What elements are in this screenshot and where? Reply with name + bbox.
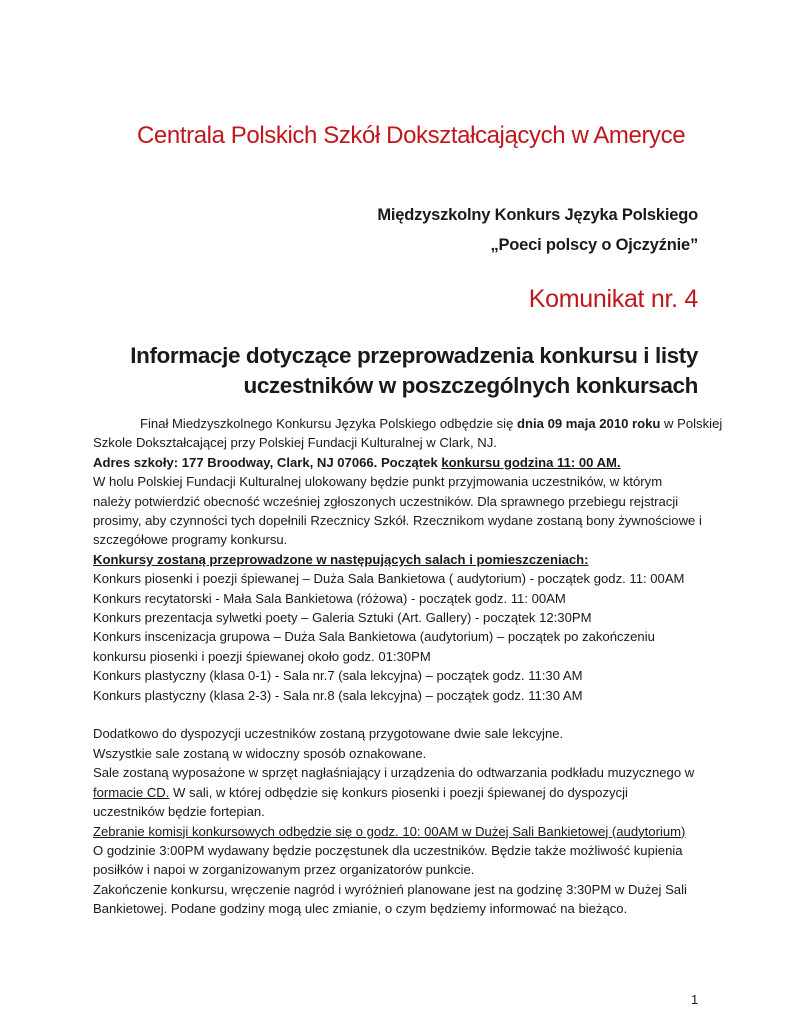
start-time: konkursu godzina 11: 00 AM. xyxy=(441,454,621,470)
text-span: Finał Miedzyszkolnego Konkursu Języka Polskiego odbędzie się xyxy=(140,416,518,431)
paragraph-line: należy potwierdzić obecność wcześniej zgłoszonych uczestników. Dla sprawnego przebiegu rejstracji xyxy=(93,493,679,509)
paragraph-line: Zakończenie konkursu, wręczenie nagród i wyróżnień planowane jest na godzinę 3:30PM w Dużej Sali xyxy=(93,881,687,897)
cd-format: formacie CD. xyxy=(93,784,170,800)
school-address xyxy=(93,453,713,472)
paragraph-line: Sale zostaną wyposażone w sprzęt nagłaśniający i urządzenia do odtwarzania podkładu muzycznego w xyxy=(93,765,695,781)
document-body xyxy=(93,414,723,919)
paragraph-line: Bankietowej. Podane godziny mogą ulec zmianie, o czym będziemy informować na bieżąco. xyxy=(93,901,628,917)
paragraph-line: uczestników będzie fortepian. xyxy=(93,804,265,820)
room-item: Konkurs prezentacja sylwetki poety – Galeria Sztuki (Art. Gallery) - początek 12:30PM xyxy=(93,610,592,626)
paragraph-line: posiłków i napoi w zorganizowanym przez organizatorów punkcie. xyxy=(93,862,475,878)
room-item: Konkurs recytatorski - Mała Sala Bankietowa (różowa) - początek godz. 11: 00AM xyxy=(93,590,566,606)
paragraph-line: O godzinie 3:00PM wydawany będzie poczęstunek dla uczestników. Będzie także możliwość kupienia xyxy=(93,842,683,858)
rooms-heading: Konkursy zostaną przeprowadzone w następujących salach i pomieszczeniach: xyxy=(93,551,589,567)
room-item: Konkurs plastyczny (klasa 2-3) - Sala nr.8 (sala lekcyjna) – początek godz. 11:30 AM xyxy=(93,687,583,703)
contest-theme: „Poeci polscy o Ojczyźnie” xyxy=(490,236,698,254)
room-item: Konkurs inscenizacja grupowa – Duża Sala Bankietowa (audytorium) – początek po zakończeniu xyxy=(93,629,655,645)
page-number: 1 xyxy=(691,992,699,1007)
event-date: dnia 09 maja 2010 roku xyxy=(517,416,661,431)
organization-title: Centrala Polskich Szkół Dokształcających w Ameryce xyxy=(137,122,686,149)
text-span: W sali, w której odbędzie się konkurs piosenki i poezji śpiewanej do dyspozycji xyxy=(169,784,628,800)
contest-name: Międzyszkolny Konkurs Języka Polskiego xyxy=(377,206,698,224)
room-item: Konkurs piosenki i poezji śpiewanej – Duża Sala Bankietowa ( audytorium) - początek godz. 11: 00AM xyxy=(93,571,685,587)
paragraph-line xyxy=(93,783,713,802)
room-item: konkursu piosenki i poezji śpiewanej około godz. 01:30PM xyxy=(93,648,431,664)
paragraph-line: Wszystkie sale zostaną w widoczny sposób oznakowane. xyxy=(93,745,427,761)
room-item: Konkurs plastyczny (klasa 0-1) - Sala nr.7 (sala lekcyjna) – początek godz. 11:30 AM xyxy=(93,668,583,684)
paragraph-line: Szkole Dokształcającej przy Polskiej Fundacji Kulturalnej w Clark, NJ. xyxy=(93,435,497,451)
document-heading xyxy=(78,341,698,401)
announcement-number: Komunikat nr. 4 xyxy=(528,285,698,313)
address-text: Adres szkoły: 177 Broodway, Clark, NJ 07066. Początek xyxy=(93,454,442,470)
paragraph-line: prosimy, aby czynności tych dopełnili Rzecznicy Szkół. Rzecznikom wydane zostaną bony żywnościowe i xyxy=(93,513,702,529)
paragraph-line xyxy=(93,414,723,433)
text-span: w Polskiej xyxy=(660,416,723,431)
paragraph-line: W holu Polskiej Fundacji Kulturalnej ulokowany będzie punkt przyjmowania uczestników, w którym xyxy=(93,474,663,490)
committee-meeting: Zebranie komisji konkursowych odbędzie się o godz. 10: 00AM w Dużej Sali Bankietowej (audytorium) xyxy=(93,823,686,839)
heading-line: Informacje dotyczące przeprowadzenia konkursu i listy xyxy=(130,343,698,368)
heading-line: uczestników w poszczególnych konkursach xyxy=(243,373,698,398)
paragraph-line: Dodatkowo do dyspozycji uczestników zostaną przygotowane dwie sale lekcyjne. xyxy=(93,726,564,742)
blank-line xyxy=(93,705,713,724)
paragraph-line: szczegółowe programy konkursu. xyxy=(93,532,288,548)
